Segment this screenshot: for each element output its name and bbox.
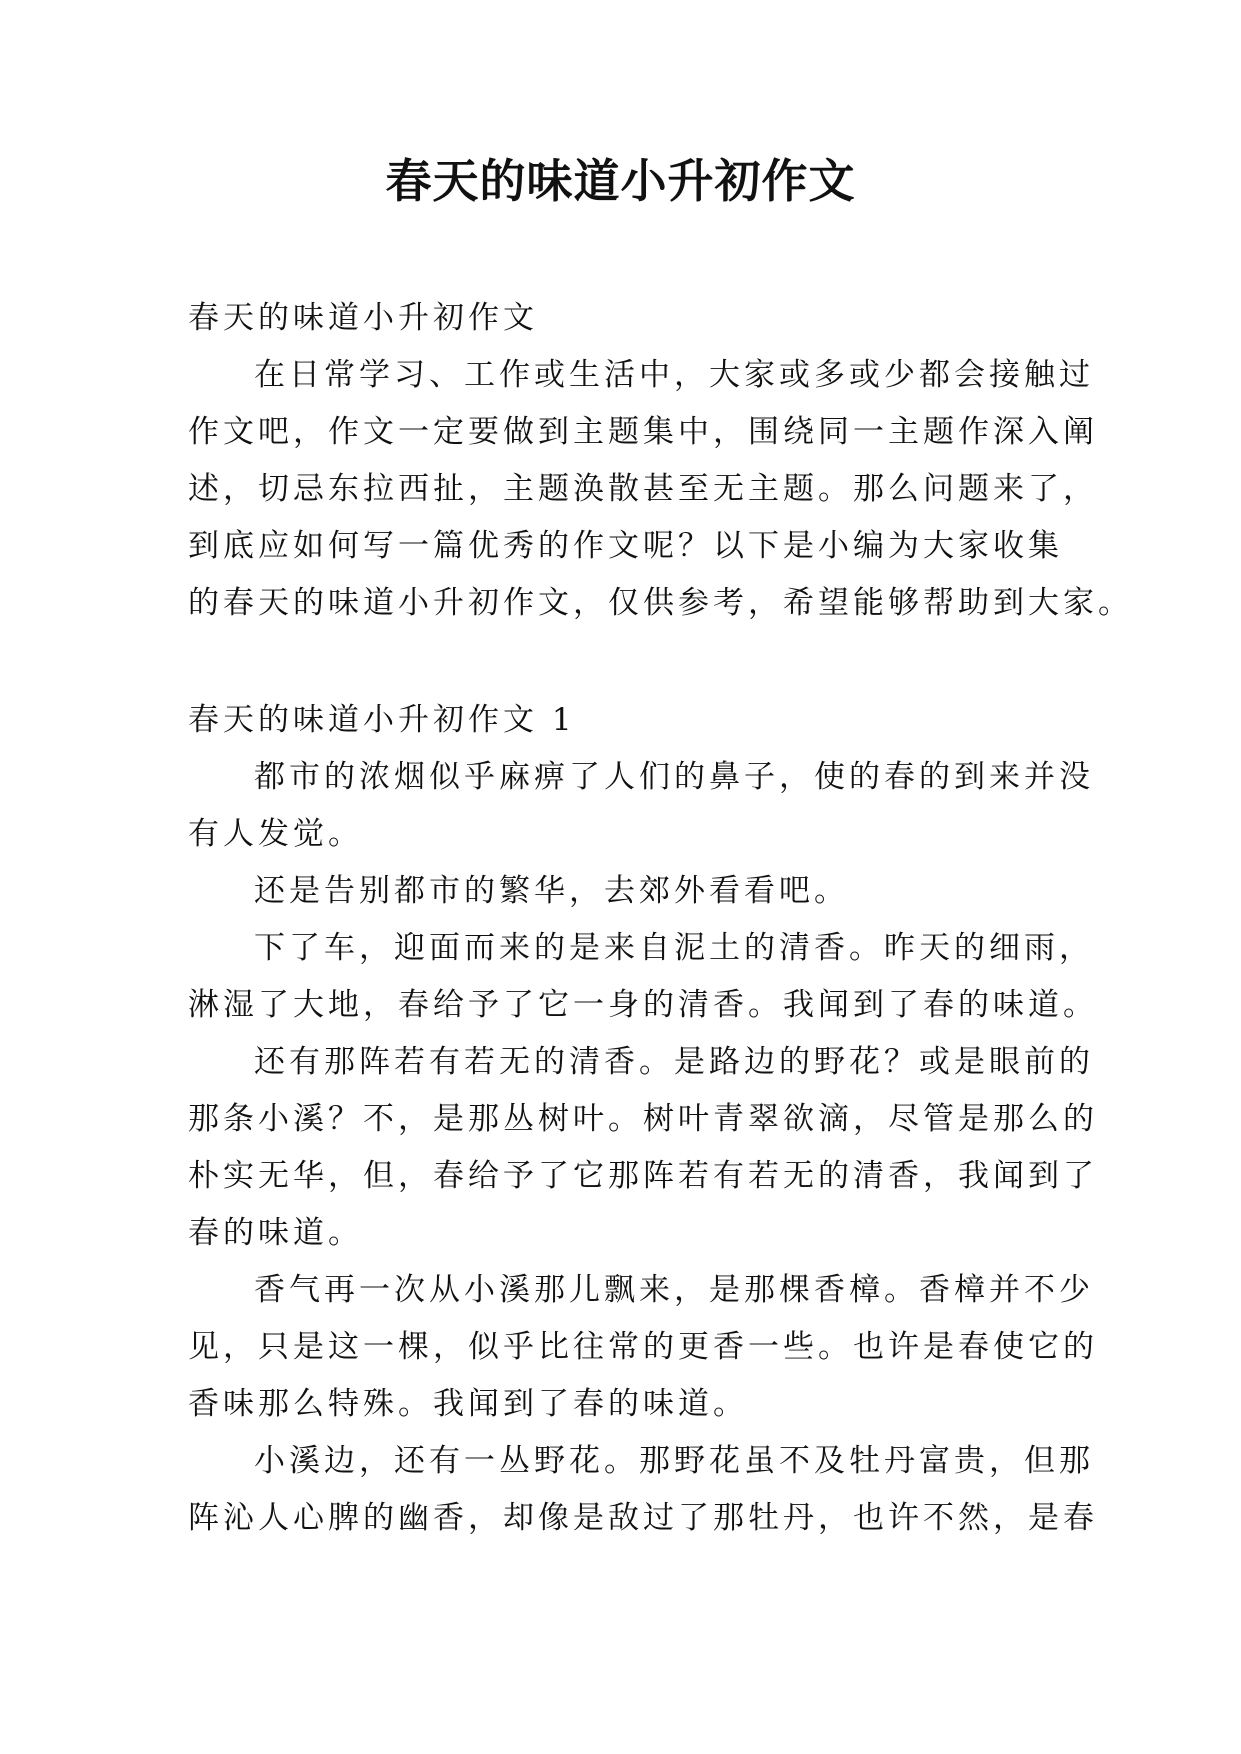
section-1-line: 还是告别都市的繁华，去郊外看看吧。 bbox=[254, 873, 849, 909]
section-1-line: 朴实无华，但，春给予了它那阵若有若无的清香，我闻到了 bbox=[188, 1158, 1098, 1194]
section-1-line: 下了车，迎面而来的是来自泥土的清香。昨天的细雨， bbox=[254, 930, 1094, 966]
intro-paragraph-line: 作文吧，作文一定要做到主题集中，围绕同一主题作深入阐 bbox=[188, 414, 1098, 450]
intro-paragraph-line: 到底应如何写一篇优秀的作文呢？以下是小编为大家收集 bbox=[188, 528, 1063, 564]
section-1-line: 阵沁人心脾的幽香，却像是敌过了那牡丹，也许不然，是春 bbox=[188, 1500, 1098, 1536]
section-1-line: 见，只是这一棵，似乎比往常的更香一些。也许是春使它的 bbox=[188, 1329, 1098, 1365]
document-title: 春天的味道小升初作文 bbox=[385, 154, 856, 208]
section-1-line: 小溪边，还有一丛野花。那野花虽不及牡丹富贵，但那 bbox=[254, 1443, 1094, 1479]
intro-paragraph-line: 述，切忌东拉西扯，主题涣散甚至无主题。那么问题来了， bbox=[188, 471, 1098, 507]
section-1-line: 春的味道。 bbox=[188, 1215, 363, 1251]
section-1-line: 香气再一次从小溪那儿飘来，是那棵香樟。香樟并不少 bbox=[254, 1272, 1094, 1308]
section-1-heading: 春天的味道小升初作文 1 bbox=[188, 702, 576, 738]
intro-paragraph-line: 在日常学习、工作或生活中，大家或多或少都会接触过 bbox=[254, 357, 1094, 393]
section-1-line: 还有那阵若有若无的清香。是路边的野花？或是眼前的 bbox=[254, 1044, 1094, 1080]
section-1-line: 有人发觉。 bbox=[188, 816, 363, 852]
section-1-line: 淋湿了大地，春给予了它一身的清香。我闻到了春的味道。 bbox=[188, 987, 1098, 1023]
intro-paragraph-line: 的春天的味道小升初作文，仅供参考，希望能够帮助到大家。 bbox=[188, 585, 1133, 621]
section-1-line: 都市的浓烟似乎麻痹了人们的鼻子，使的春的到来并没 bbox=[254, 759, 1094, 795]
intro-heading: 春天的味道小升初作文 bbox=[188, 300, 538, 336]
section-1-line: 香味那么特殊。我闻到了春的味道。 bbox=[188, 1386, 748, 1422]
section-1-line: 那条小溪？不，是那丛树叶。树叶青翠欲滴，尽管是那么的 bbox=[188, 1101, 1098, 1137]
